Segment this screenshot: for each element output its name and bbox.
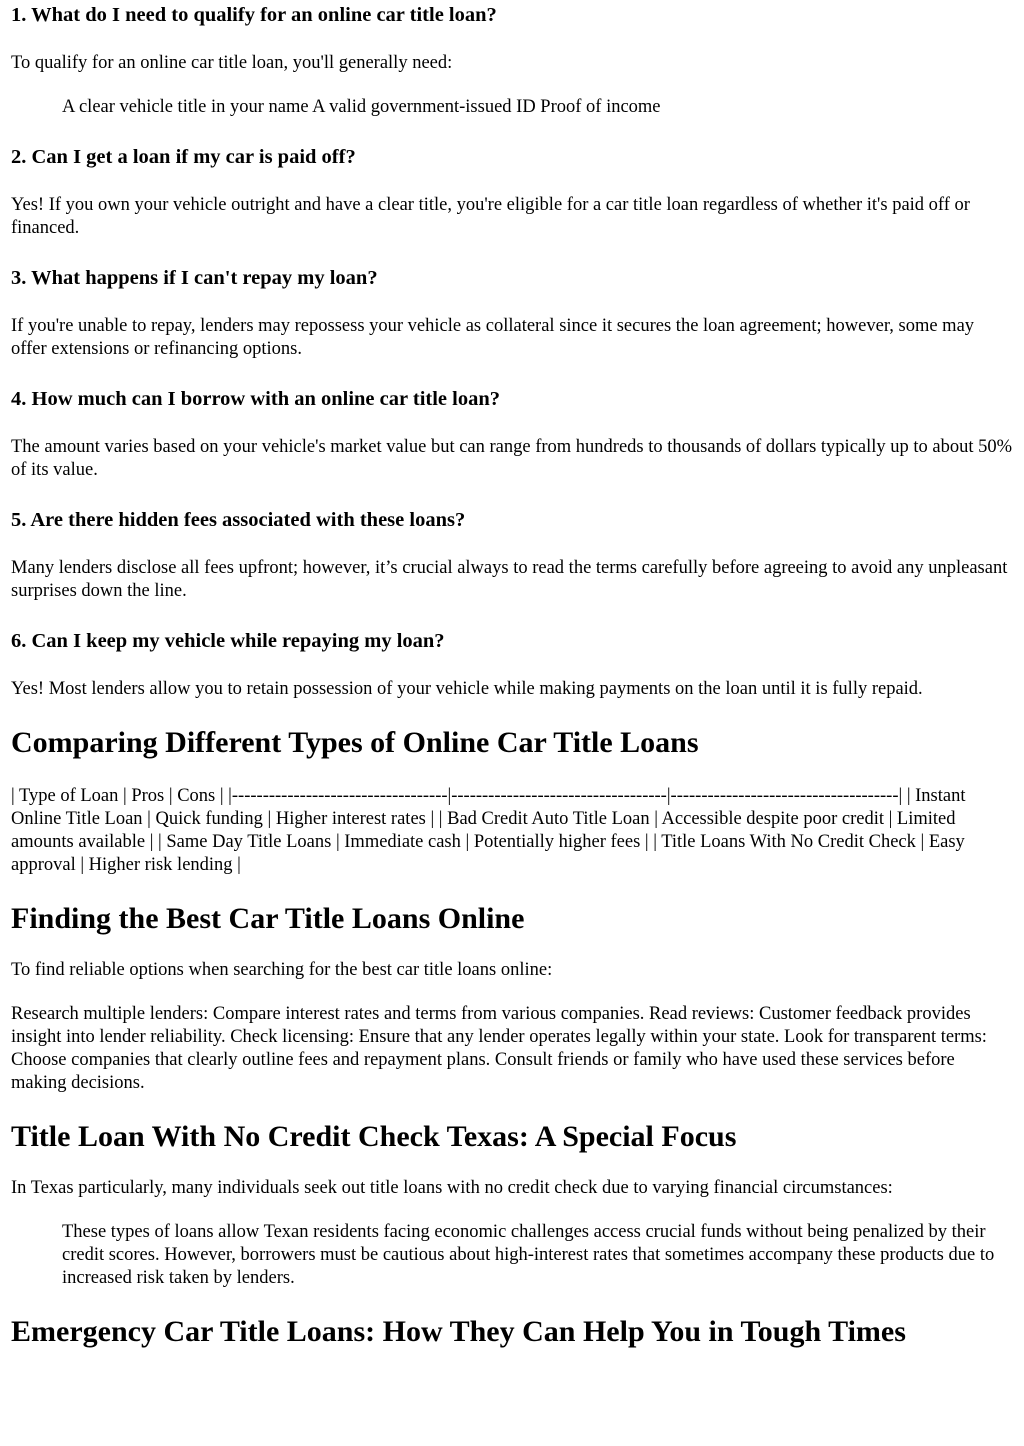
- faq-answer-1: To qualify for an online car title loan, you'll generally need:: [11, 53, 453, 73]
- faq-question-2: 2. Can I get a loan if my car is paid off?: [11, 146, 356, 168]
- faq-question-4: 4. How much can I borrow with an online car title loan?: [11, 388, 500, 410]
- faq-answer-6: Yes! Most lenders allow you to retain possession of your vehicle while making payments on the loan until it is fully repaid.: [11, 679, 923, 699]
- faq-question-1: 1. What do I need to qualify for an online car title loan?: [11, 4, 497, 26]
- comparing-heading: Comparing Different Types of Online Car Title Loans: [11, 726, 699, 759]
- faq-question-6: 6. Can I keep my vehicle while repaying my loan?: [11, 630, 445, 652]
- texas-intro: In Texas particularly, many individuals seek out title loans with no credit check due to varying financial circumstances:: [11, 1178, 893, 1198]
- finding-body: Research multiple lenders: Compare interest rates and terms from various companies. Read reviews: Customer feedback provides insight into lender reliability. Check licensing: Ensure that any lender operates legally within your state. Look for transparent terms: Choose companies that clearly outline fees and repayment plans. Consult friends or family who have used these services before making decisions.: [11, 1004, 987, 1093]
- faq-answer-3: If you're unable to repay, lenders may repossess your vehicle as collateral since it secures the loan agreement; however, some may offer extensions or refinancing options.: [11, 316, 975, 359]
- faq-answer-4: The amount varies based on your vehicle's market value but can range from hundreds to thousands of dollars typically up to about 50% of its value.: [11, 437, 1013, 480]
- faq-answer-5: Many lenders disclose all fees upfront; however, it’s crucial always to read the terms carefully before agreeing to avoid any unpleasant surprises down the line.: [11, 558, 1008, 601]
- faq-quote-1: A clear vehicle title in your name A valid government-issued ID Proof of income: [62, 97, 661, 117]
- emergency-heading: Emergency Car Title Loans: How They Can Help You in Tough Times: [11, 1315, 906, 1348]
- texas-quote: These types of loans allow Texan residents facing economic challenges access crucial funds without being penalized by their credit scores. However, borrowers must be cautious about high-interest rates that sometimes accompany these products due to increased risk taken by lenders.: [62, 1222, 995, 1288]
- faq-question-3: 3. What happens if I can't repay my loan?: [11, 267, 378, 289]
- texas-heading: Title Loan With No Credit Check Texas: A Special Focus: [11, 1120, 737, 1153]
- faq-question-5: 5. Are there hidden fees associated with these loans?: [11, 509, 466, 531]
- faq-answer-2: Yes! If you own your vehicle outright and have a clear title, you're eligible for a car title loan regardless of whether it's paid off or financed.: [11, 195, 970, 238]
- comparing-table-text: | Type of Loan | Pros | Cons | |-----------------------------------|-----------------------------------|-------------------------------------| | Instant Online Title Loan | Quick funding | Higher interest rates | | Bad Credit Auto Title Loan | Accessible despite poor credit | Limited amounts available | | Same Day Title Loans | Immediate cash | Potentially higher fees | | Title Loans With No Credit Check | Easy approval | Higher risk lending |: [11, 786, 966, 875]
- finding-intro: To find reliable options when searching for the best car title loans online:: [11, 960, 553, 980]
- finding-heading: Finding the Best Car Title Loans Online: [11, 902, 525, 935]
